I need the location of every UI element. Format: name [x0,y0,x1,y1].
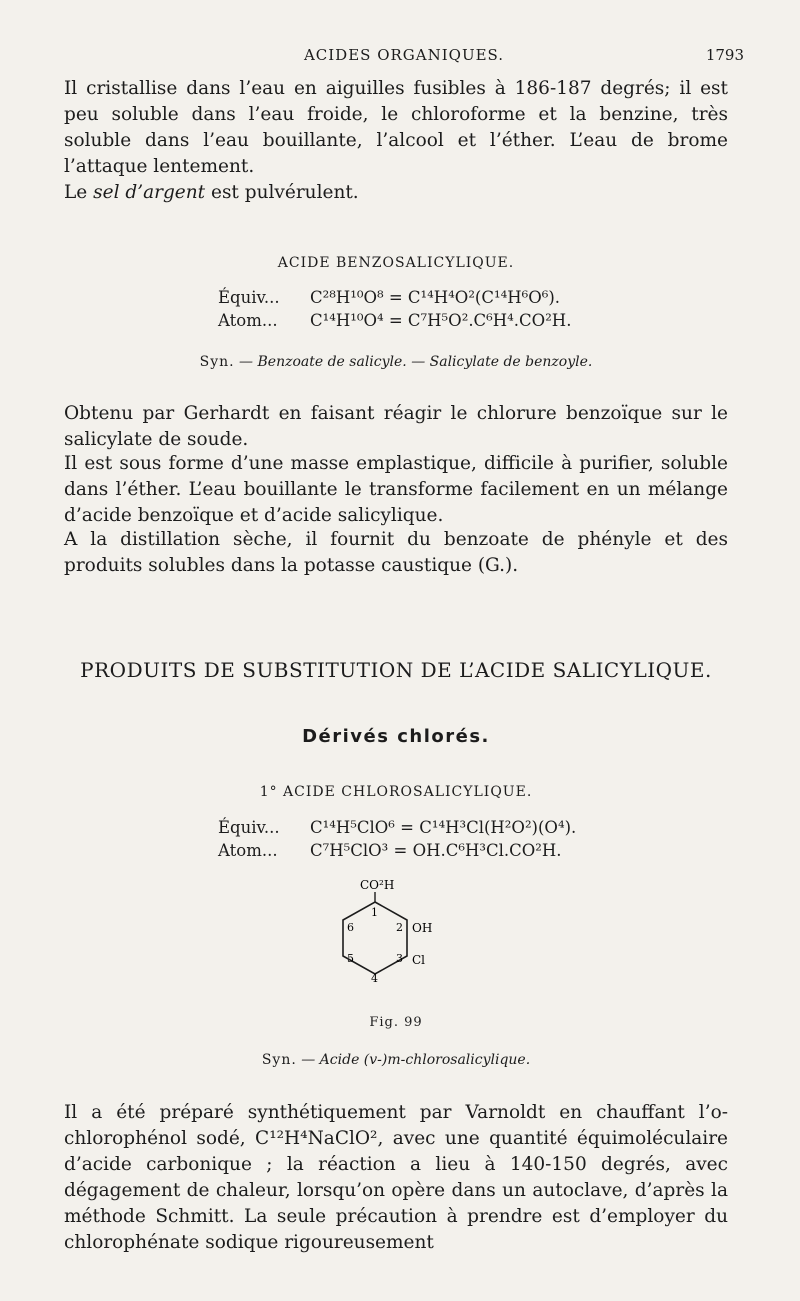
paragraph-silver-salt [64,180,728,206]
syn-label-2: Syn. [261,1052,297,1068]
atom-formula-line [218,311,571,330]
paragraph-varnoldt: Il a été préparé synthétiquement par Varnoldt en chauffant l’o-chlorophénol sodé, C¹²H⁴NaClO², avec une quantité équimoléculaire d’acide carbonique ; la réaction a lieu à 140-150 degrés, avec dégagement de chaleur, lorsqu’on opère dans un autoclave, d’après la méthode Schmitt. La seule précaution à prendre est d’employer du chlorophénate sodique rigoureusement [64,1102,728,1253]
syn-text: — Benzoate de salicyle. — Salicylate de benzoyle. [239,354,593,370]
hydroxyl-label: OH [412,921,433,935]
position-5: 5 [347,952,354,965]
synonyms-chlorosalicylique [64,1052,728,1068]
atom-label: Atom... [218,311,278,330]
carboxyl-label: CO²H [360,880,395,892]
page-header [64,46,744,70]
position-1: 1 [371,906,378,919]
synonyms-benzosalicylique [64,354,728,370]
position-3: 3 [396,952,403,965]
paragraph-gerhardt: Obtenu par Gerhardt en faisant réagir le chlorure benzoïque sur le salicylate de soude. [64,403,728,450]
atom-formula-line-2 [218,841,562,860]
paragraph-properties: Il est sous forme d’une masse emplastique, difficile à purifier, soluble dans l’éther. L’eau bouillante le transforme facilement en un mélange d’acide benzoïque et d’acide salicylique. [64,453,728,526]
running-head: ACIDES ORGANIQUES. [303,46,505,64]
paragraph-distillation: A la distillation sèche, il fournit du benzoate de phényle et des produits solubles dans la potasse caustique (G.). [64,529,728,576]
position-6: 6 [347,921,354,934]
equiv-formula-line [218,288,560,307]
atom-label-2: Atom... [218,841,278,860]
chlorine-label: Cl [412,953,426,967]
equiv-formula-line-2 [218,818,576,837]
atom-formula-2: C⁷H⁵ClO³ = OH.C⁶H³Cl.CO²H. [310,841,562,860]
syn-label: Syn. [199,354,235,370]
section-title-benzosalicylique: ACIDE BENZOSALICYLIQUE. [277,255,515,271]
paragraph-crystallization: Il cristallise dans l’eau en aiguilles fusibles à 186-187 degrés; il est peu soluble dans l’eau froide, le chloroforme et la benzine, très soluble dans l’eau bouillante, l’alcool et l’éther. L’eau de brome l’attaque lentement. [64,78,728,177]
benzene-ring-svg [300,880,480,1000]
page-number: 1793 [705,46,744,64]
silver-salt-term: sel d’argent [93,182,206,203]
equiv-label-2: Équiv... [218,818,280,837]
position-2: 2 [396,921,403,934]
silver-salt-pre: Le [64,182,94,203]
syn-text-2: — Acide (v-)m-chlorosalicylique. [301,1052,531,1068]
figure-caption: Fig. 99 [369,1015,423,1030]
section-title-chlorosalicylique: 1° ACIDE CHLOROSALICYLIQUE. [259,784,533,800]
equiv-formula: C²⁸H¹⁰O⁸ = C¹⁴H⁴O²(C¹⁴H⁶O⁶). [310,288,561,307]
subheading-chlorinated: Dérivés chlorés. [302,726,490,747]
atom-formula: C¹⁴H¹⁰O⁴ = C⁷H⁵O².C⁶H⁴.CO²H. [310,311,572,330]
position-4: 4 [371,972,378,985]
equiv-formula-2: C¹⁴H⁵ClO⁶ = C¹⁴H³Cl(H²O²)(O⁴). [310,818,577,837]
equiv-label: Équiv... [218,288,280,307]
main-heading: PRODUITS DE SUBSTITUTION DE L’ACIDE SALICYLIQUE. [80,658,712,682]
benzene-ring-diagram [300,880,480,1000]
silver-salt-post: est pulvérulent. [205,182,359,203]
